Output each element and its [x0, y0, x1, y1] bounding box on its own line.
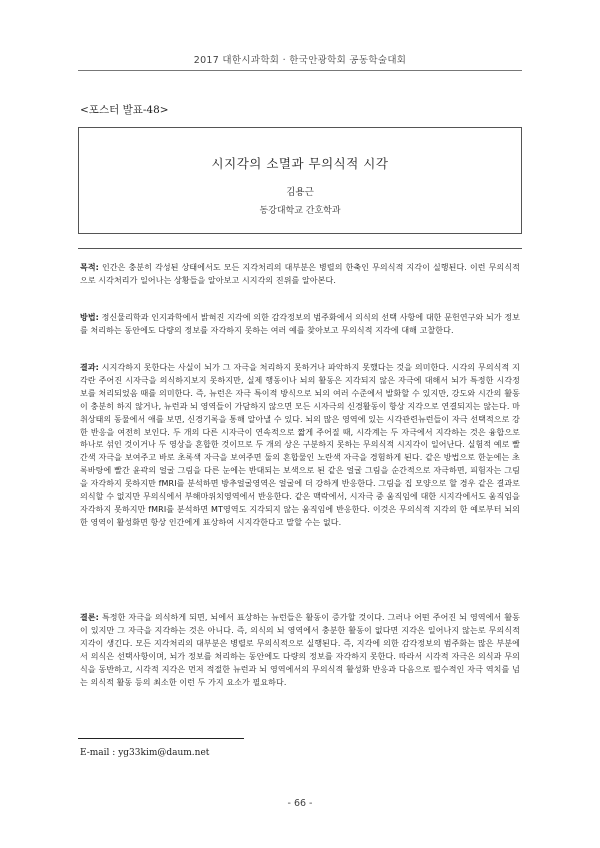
- affiliation-rule: [78, 248, 522, 249]
- purpose-text: 인간은 충분히 각성된 상태에서도 모든 지각처리의 대부분은 병렬의 한축인 무의식적 지각이 실행된다. 이런 무의식적으로 시각처리가 일어나는 상황들을 알아보고 시지각의 진위를 알아본다.: [80, 263, 520, 285]
- purpose-section: [80, 262, 520, 288]
- method-heading: 방법:: [80, 313, 99, 322]
- author-affiliation: 동강대학교 간호학과: [259, 206, 341, 216]
- method-text: 정신물리학과 인지과학에서 밝혀진 지각에 의한 감각정보의 범주화에서 의식의 선택 사항에 대한 문헌연구와 뇌가 정보를 처리하는 동안에도 다량의 정보를 자각하지 못하는 여러 예를 찾아보고 무의식적 지각에 대해 고찰한다.: [80, 313, 520, 335]
- result-text: 시지각하지 못한다는 사실이 뇌가 그 자극을 처리하지 못하거나 파악하지 못했다는 것을 의미한다. 시각의 무의식적 지각란 주어진 시자극을 의식하지보지 못하지만, 실제 행동이나 뇌의 활동은 지각되지 않은 자극에 대해서 뇌가 특정한 시각정보를 처리되었음 때를 의미한다. 즉, 뉴런은 자극 특이적 방식으로 뇌의 여러 수준에서 발화할 수 있지만, 강도와 시간의 활동이 충분히 하지 않거나, 뉴런과 뇌 영역들이 가담하지 않으면 모든 시자극의 신경활동이 항상 지각으로 연결되지는 않는다. 마취상태의 동물에서 애를 보면, 신경기록을 통해 알아낼 수 있다. 뇌의 많은 영역에 있는 시각관련뉴런들이 자극 선택적으로 강한 반응을 여전히 보인다. 두 개의 다른 시자극이 연속적으로 짧게 주어질 때, 시각계는 두 자극에서 지각하는 것은 융합으로 하나로 섞인 것이거나 두 영상을 혼합한 것이므로 두 개의 상은 구분하지 못하는 무의식적 시지각이 일어난다. 실험적 예로 빨간색 자극을 보여주고 바로 초록색 자극을 보여주면 둘의 혼합물인 노란색 자극을 경험하게 된다. 같은 방법으로 한눈에는 초록바탕에 빨간 윤곽의 얼굴 그림을 다른 눈에는 반대되는 보색으로 된 같은 얼굴 그림을 순간적으로 자극하면, 피험자는 그림을 자각하지 못하지만 fMRI를 분석하면 방추얼굴영역은 얼굴에 더 강하게 반응한다. 그림을 집 모양으로 할 경우 같은 결과로 의식할 수 없지만 무의식에서 부해마위치영역에서 반응한다. 같은 맥락에서, 시자극 중 움직임에 대한 시지각에서도 움직임을 자각하지 못하지만 fMRI를 분석하면 MT영역도 지각되지 않는 움직임에 반응한다. 이것은 무의식적 지각의 한 예로부터 뇌의 한 영역이 활성화면 항상 인간에게 표상하여 시지각한다고 말할 수는 없다.: [80, 363, 520, 527]
- page-number: - 66 -: [287, 798, 313, 809]
- conclusion-section: [80, 612, 520, 689]
- method-section: [80, 312, 520, 338]
- running-header: 2017 대한시과학회 · 한국안광학회 공동학술대회: [193, 55, 407, 66]
- author-block: [78, 186, 522, 218]
- author-name: 김용근: [286, 187, 314, 198]
- conclusion-heading: 결론:: [80, 613, 99, 622]
- author-email: E-mail : yg33kim@daum.net: [80, 748, 210, 758]
- conclusion-text: 특정한 자극을 의식하게 되면, 뇌에서 표상하는 뉴런들은 활동이 증가할 것이다. 그러나 어떤 주어진 뇌 영역에서 활동이 있지만 그 자극을 지각하는 것은 아니다. 즉, 의식의 뇌 영역에서 충분한 활동이 없다면 지각은 일어나지 않는로 무의식적 지각이 생긴다. 모든 지각처리의 대부분은 병렬로 무의식적으로 실행된다. 즉, 지각에 의한 감각정보의 범주화는 많은 부분에서 의식은 선택사항이며, 뇌가 정보를 처리하는 동안에도 다량의 정보를 자각하지 못한다. 따라서 시각적 자극은 의식과 무의식을 동반하고, 시각적 지각은 먼저 적절한 뉴런과 뇌 영역에서의 무의식적 활성화 반응과 다음으로 필수적인 자극 역치를 넘는 의식적 활동 등의 최소한 이런 두 가지 요소가 필요하다.: [80, 613, 520, 687]
- poster-label: <포스터 발표-48>: [80, 104, 169, 116]
- result-section: [80, 362, 520, 530]
- paper-title: 시지각의 소멸과 무의식적 시각: [211, 156, 389, 171]
- header-rule: [78, 70, 522, 71]
- result-heading: 결과:: [80, 363, 99, 372]
- purpose-heading: 목적:: [80, 263, 99, 272]
- footnote-rule: [78, 738, 244, 739]
